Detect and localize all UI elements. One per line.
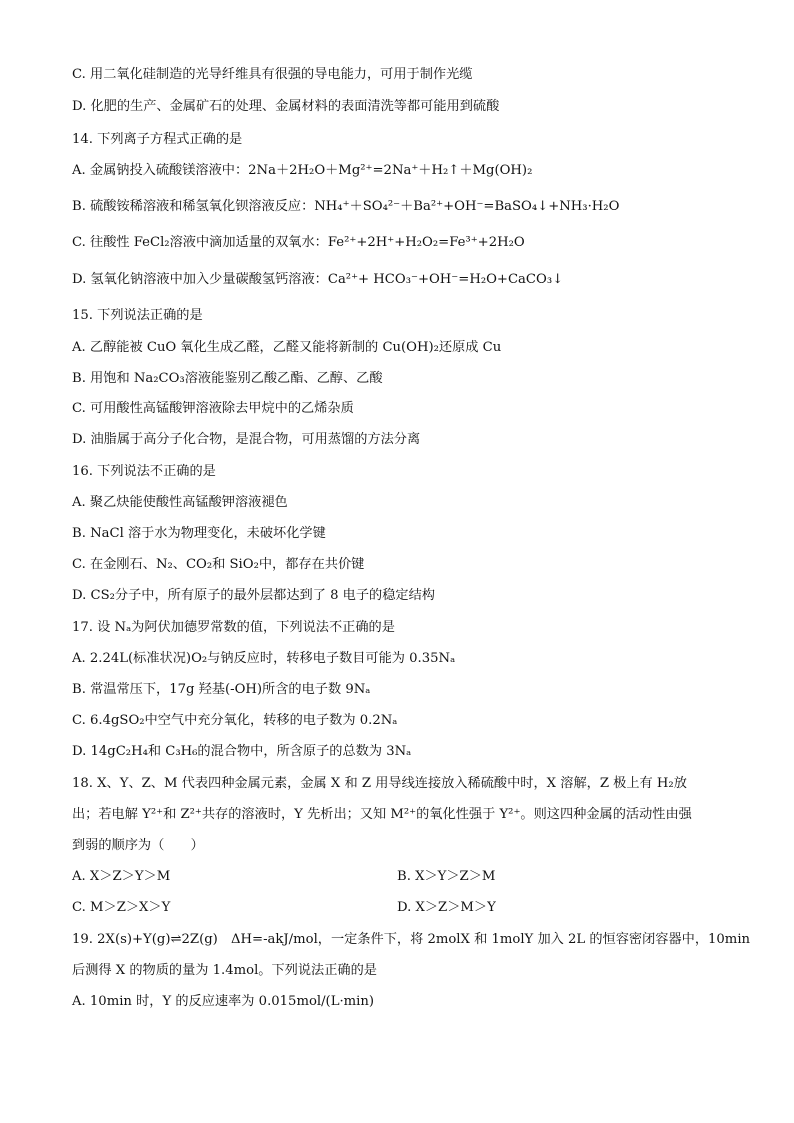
q13-option-d: D. 化肥的生产、金属矿石的处理、金属材料的表面清洗等都可能用到硫酸: [72, 99, 500, 114]
q18-stem-line1: 18. X、Y、Z、M 代表四种金属元素，金属 X 和 Z 用导线连接放入稀硫酸中时，X 溶解，Z 极上有 H₂放: [72, 776, 687, 791]
q17-option-a: A. 2.24L(标准状况)O₂与钠反应时，转移电子数目可能为 0.35Nₐ: [72, 651, 456, 666]
q19-stem-line2: 后测得 X 的物质的量为 1.4mol。下列说法正确的是: [72, 963, 377, 978]
q16-option-a: A. 聚乙炔能使酸性高锰酸钾溶液褪色: [72, 495, 288, 510]
q18-option-c: C. M＞Z＞X＞Y: [72, 900, 171, 915]
q14-option-d: D. 氢氧化钠溶液中加入少量碳酸氢钙溶液：Ca²⁺+ HCO₃⁻+OH⁻=H₂O+CaCO₃↓: [72, 272, 564, 287]
q16-option-c: C. 在金刚石、N₂、CO₂和 SiO₂中，都存在共价键: [72, 557, 365, 572]
q16-stem: 16. 下列说法不正确的是: [72, 464, 216, 479]
q18-stem-line2: 出；若电解 Y²⁺和 Z²⁺共存的溶液时，Y 先析出；又知 M²⁺的氧化性强于 Y²⁺。则这四种金属的活动性由强: [72, 807, 692, 822]
q18-option-a: A. X＞Z＞Y＞M: [72, 869, 171, 884]
q15-option-c: C. 可用酸性高锰酸钾溶液除去甲烷中的乙烯杂质: [72, 401, 354, 416]
q15-stem: 15. 下列说法正确的是: [72, 308, 203, 323]
q17-stem: 17. 设 Nₐ为阿伏加德罗常数的值，下列说法不正确的是: [72, 620, 395, 635]
q14-option-b: B. 硫酸铵稀溶液和稀氢氧化钡溶液反应：NH₄⁺＋SO₄²⁻＋Ba²⁺+OH⁻=BaSO₄↓+NH₃·H₂O: [72, 199, 620, 214]
q14-stem: 14. 下列离子方程式正确的是: [72, 132, 243, 147]
q14-option-c: C. 往酸性 FeCl₂溶液中滴加适量的双氧水：Fe²⁺+2H⁺+H₂O₂=Fe³⁺+2H₂O: [72, 235, 525, 250]
q15-option-b: B. 用饱和 Na₂CO₃溶液能鉴别乙酸乙酯、乙醇、乙酸: [72, 371, 383, 386]
q16-option-b: B. NaCl 溶于水为物理变化，未破坏化学键: [72, 526, 326, 541]
q13-option-c: C. 用二氧化硅制造的光导纤维具有很强的导电能力，可用于制作光缆: [72, 67, 473, 82]
q14-option-a: A. 金属钠投入硫酸镁溶液中：2Na＋2H₂O＋Mg²⁺=2Na⁺＋H₂↑＋Mg(OH)₂: [72, 163, 533, 178]
q15-option-a: A. 乙醇能被 CuO 氧化生成乙醛，乙醛又能将新制的 Cu(OH)₂还原成 Cu: [72, 340, 502, 355]
q16-option-d: D. CS₂分子中，所有原子的最外层都达到了 8 电子的稳定结构: [72, 588, 435, 603]
q19-stem-line1: 19. 2X(s)+Y(g)⇌2Z(g) ΔH=-akJ/mol，一定条件下，将 2molX 和 1molY 加入 2L 的恒容密闭容器中，10min: [72, 932, 751, 947]
q18-stem-line3: 到弱的顺序为（ ）: [72, 838, 204, 853]
q17-option-b: B. 常温常压下，17g 羟基(-OH)所含的电子数 9Nₐ: [72, 682, 371, 697]
q18-option-b: B. X＞Y＞Z＞M: [397, 869, 496, 884]
q17-option-d: D. 14gC₂H₄和 C₃H₆的混合物中，所含原子的总数为 3Nₐ: [72, 744, 412, 759]
q19-option-a: A. 10min 时，Y 的反应速率为 0.015mol/(L·min): [72, 994, 374, 1009]
q18-option-d: D. X＞Z＞M＞Y: [397, 900, 496, 915]
q17-option-c: C. 6.4gSO₂中空气中充分氧化，转移的电子数为 0.2Nₐ: [72, 713, 398, 728]
q15-option-d: D. 油脂属于高分子化合物，是混合物，可用蒸馏的方法分离: [72, 432, 421, 447]
